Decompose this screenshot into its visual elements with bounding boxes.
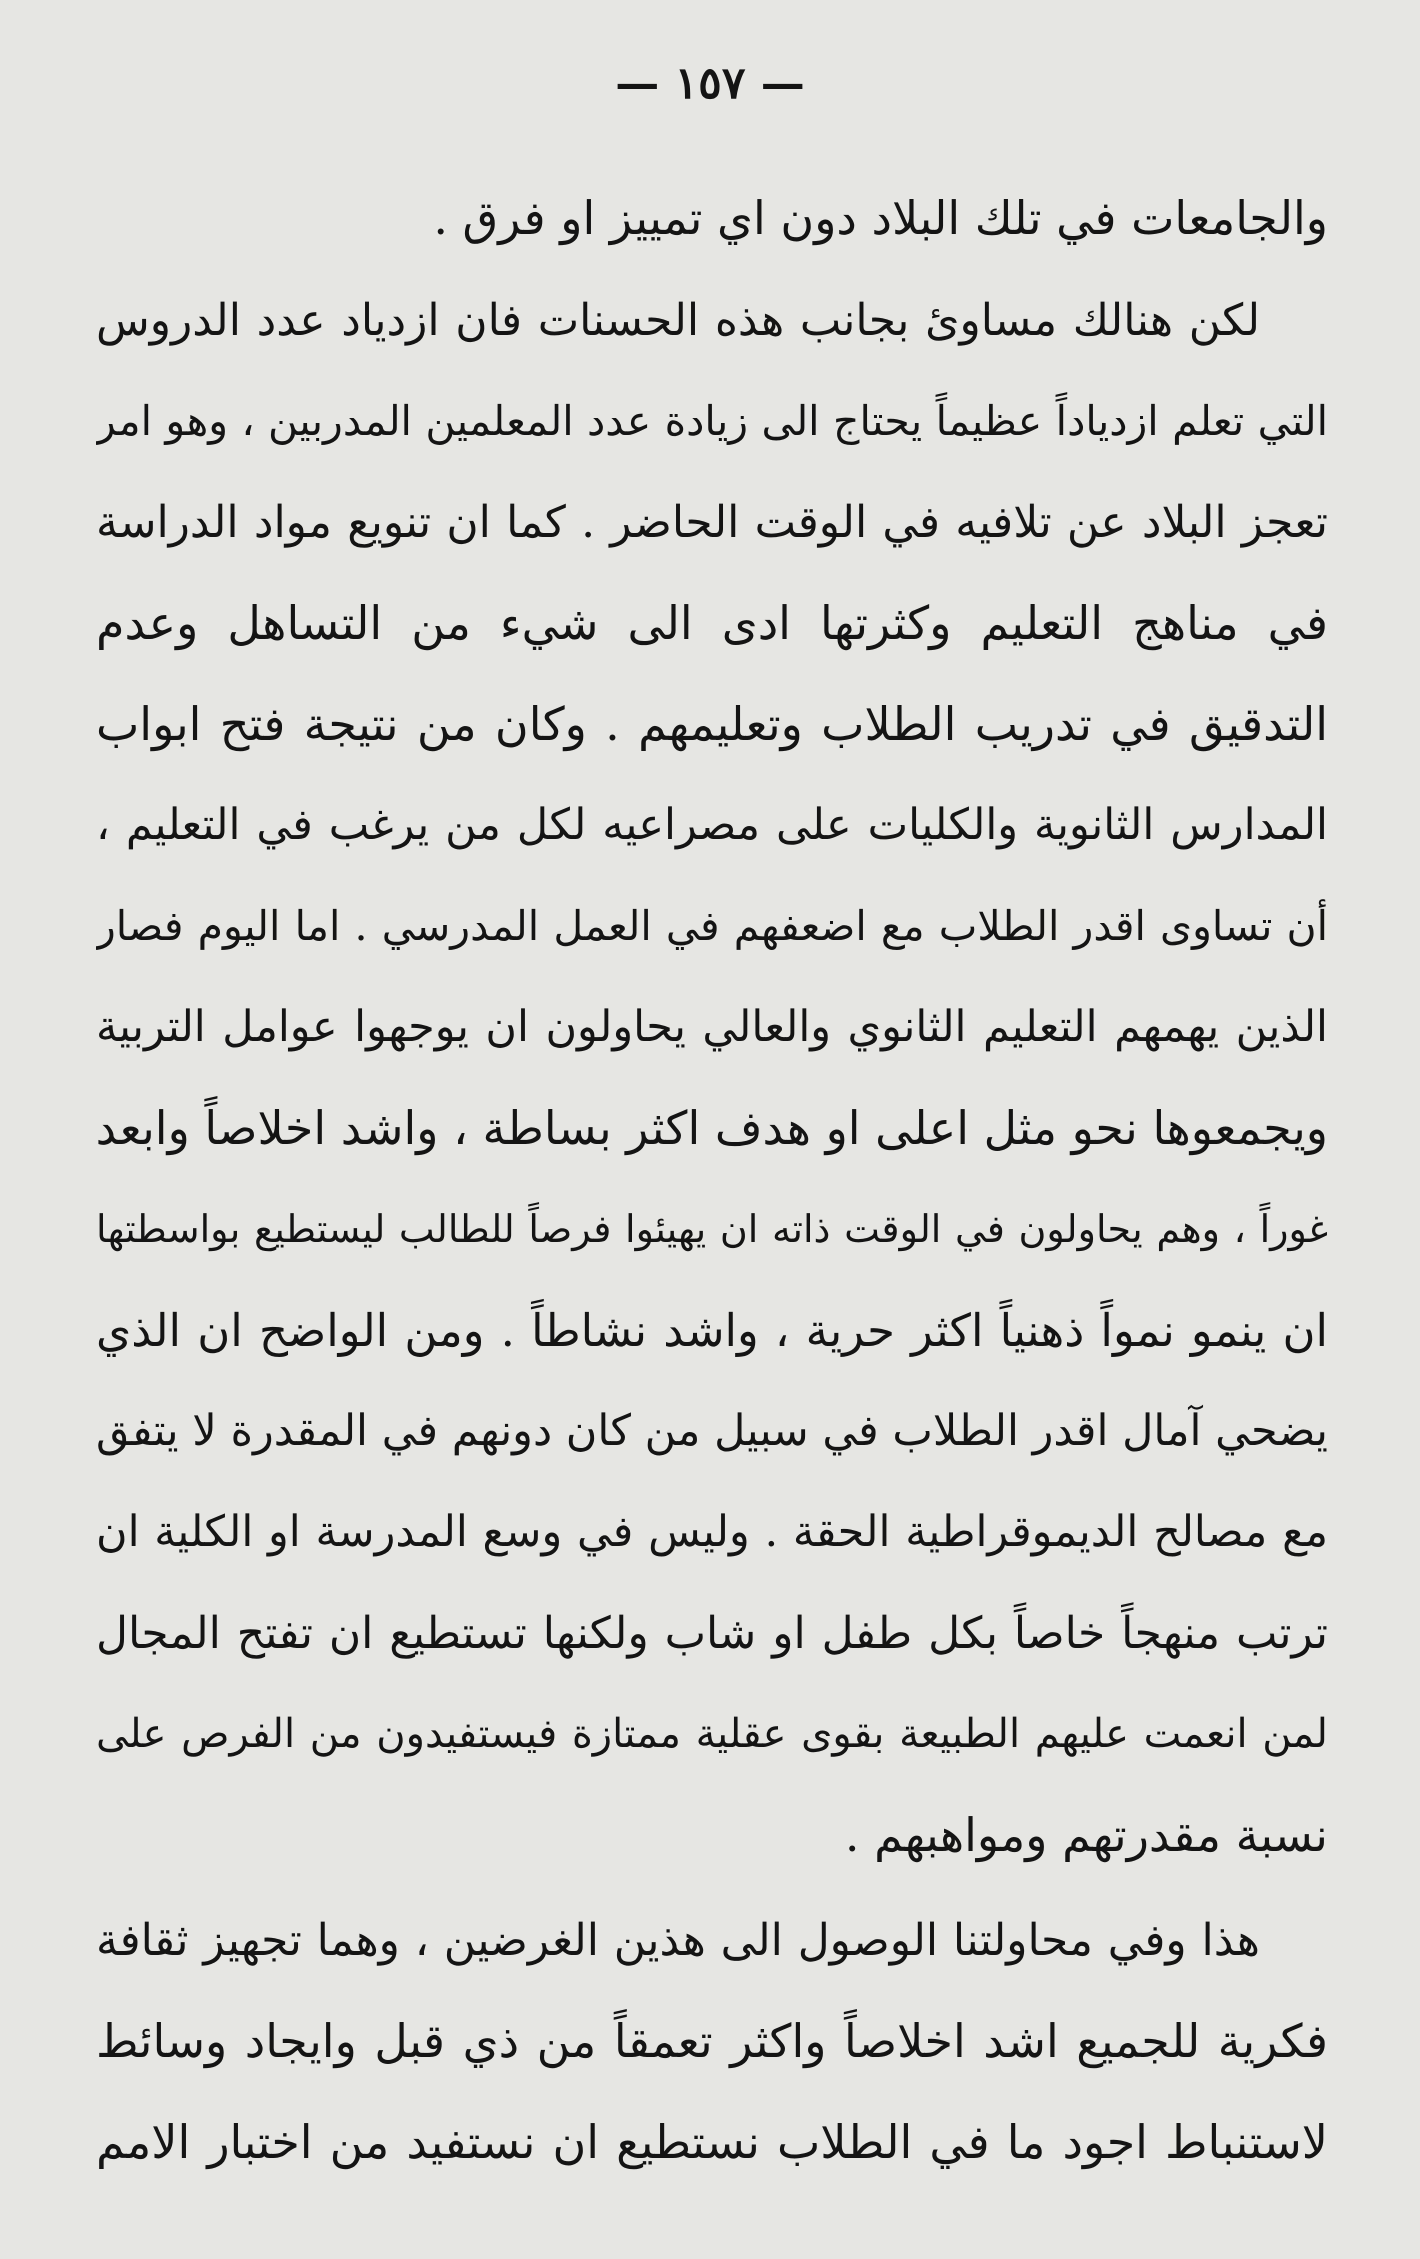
text-line: ويجمعوها نحو مثل اعلى او هدف اكثر بساطة ، واشد اخلاصاً وابعد (96, 1101, 1328, 1155)
text-line: التي تعلم ازدياداً عظيماً يحتاج الى زيادة عدد المعلمين المدربين ، وهو امر (96, 397, 1328, 445)
text-line: فكرية للجميع اشد اخلاصاً واكثر تعمقاً من ذي قبل وايجاد وسائط (96, 2014, 1328, 2068)
text-line: المدارس الثانوية والكليات على مصراعيه لكل من يرغب في التعليم ، (96, 800, 1328, 850)
text-line: يضحي آمال اقدر الطلاب في سبيل من كان دونهم في المقدرة لا يتفق (96, 1406, 1328, 1456)
text-line: غوراً ، وهم يحاولون في الوقت ذاته ان يهيئوا فرصاً للطالب ليستطيع بواسطتها (96, 1207, 1328, 1251)
text-line: أن تساوى اقدر الطلاب مع اضعفهم في العمل المدرسي . اما اليوم فصار (96, 902, 1328, 950)
text-line: لمن انعمت عليهم الطبيعة بقوى عقلية ممتازة فيستفيدون من الفرص على (96, 1711, 1328, 1757)
paragraph-1 (96, 168, 1328, 269)
text-line: نسبة مقدرتهم ومواهبهم . (844, 1808, 1328, 1862)
text-line: ترتب منهجاً خاصاً بكل طفل او شاب ولكنها تستطيع ان تفتح المجال (96, 1608, 1328, 1659)
paragraph-3 (96, 1890, 1328, 2193)
text-line: لكن هنالك مساوئ بجانب هذه الحسنات فان ازدياد عدد الدروس (96, 295, 1260, 346)
text-line: تعجز البلاد عن تلافيه في الوقت الحاضر . كما ان تنويع مواد الدراسة (96, 497, 1328, 548)
text-line: التدقيق في تدريب الطلاب وتعليمهم . وكان من نتيجة فتح ابواب (96, 697, 1328, 751)
paragraph-2 (96, 270, 1328, 1886)
text-line: الذين يهمهم التعليم الثانوي والعالي يحاولون ان يوجهوا عوامل التربية (96, 1002, 1328, 1052)
header-dash-right: — (745, 58, 805, 109)
text-line: مع مصالح الديموقراطية الحقة . وليس في وسع المدرسة او الكلية ان (96, 1507, 1328, 1557)
text-line: هذا وفي محاولتنا الوصول الى هذين الغرضين ، وهما تجهيز ثقافة (96, 1915, 1260, 1966)
page-number-header (0, 58, 1420, 109)
text-line: في مناهج التعليم وكثرتها ادى الى شيء من التساهل وعدم (96, 596, 1328, 650)
text-line: ان ينمو نمواً ذهنياً اكثر حرية ، واشد نشاطاً . ومن الواضح ان الذي (96, 1304, 1328, 1357)
text-line: لاستنباط اجود ما في الطلاب نستطيع ان نستفيد من اختبار الامم (96, 2115, 1328, 2169)
page-number: ١٥٧ (674, 58, 746, 109)
header-dash-left: — (615, 58, 675, 109)
text-line: والجامعات في تلك البلاد دون اي تمييز او فرق . (433, 191, 1328, 245)
